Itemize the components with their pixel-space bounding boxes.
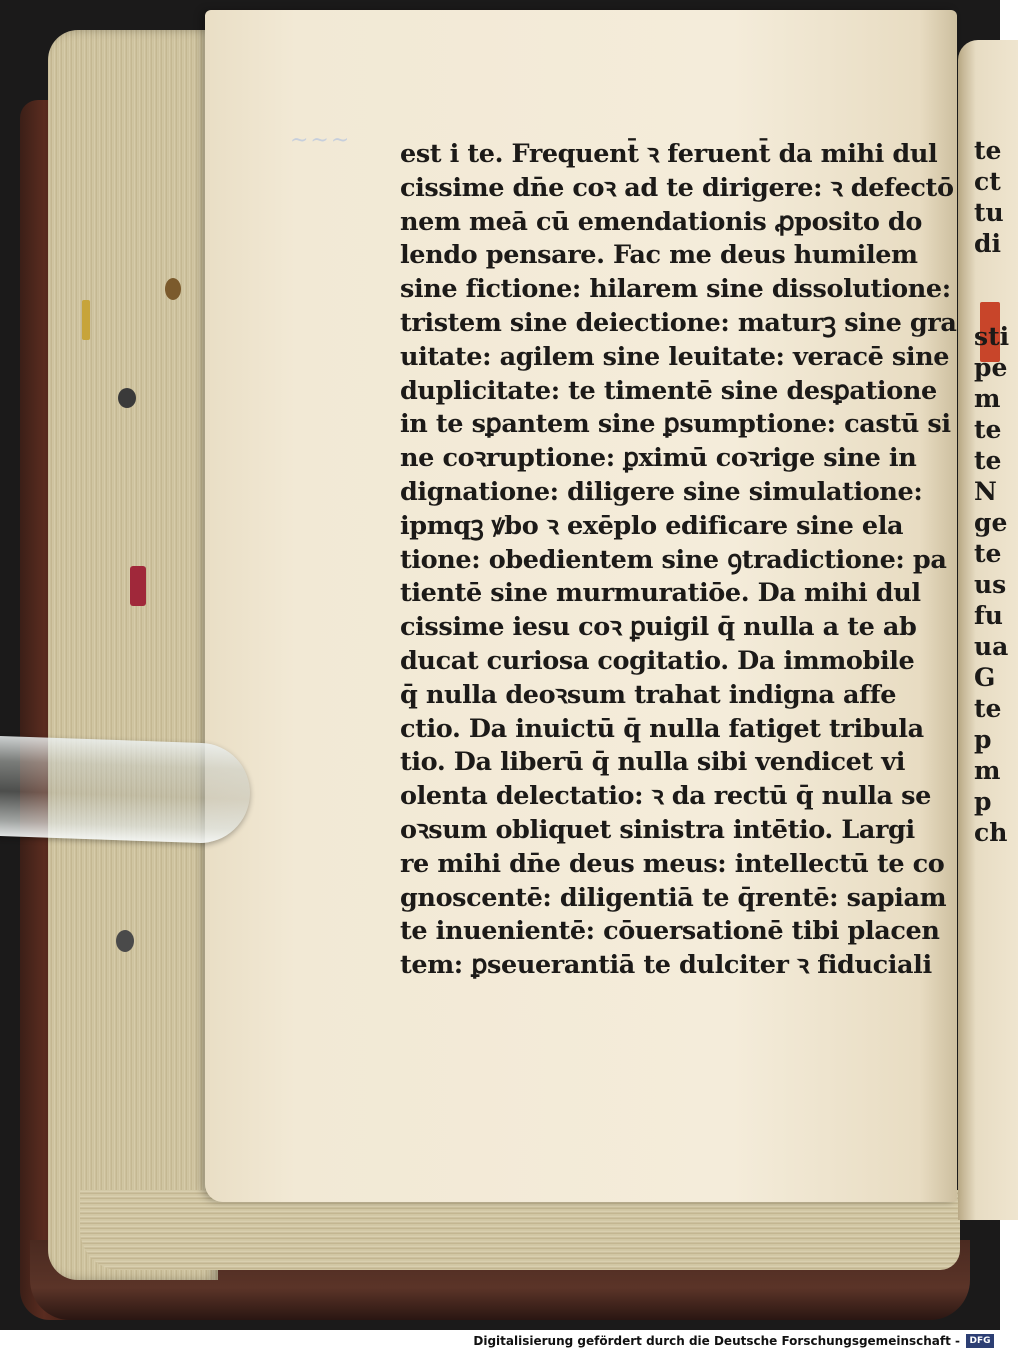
text-line: ne coꝛruptione: ꝑximū coꝛrige sine in xyxy=(400,443,917,474)
text-line: sine fictione: hilarem sine dissolutione: xyxy=(400,274,951,305)
right-text-fragment: te xyxy=(974,694,1002,723)
right-text-fragment: ge xyxy=(974,508,1008,537)
right-text-fragment: ua xyxy=(974,632,1009,661)
right-page-text xyxy=(974,135,1009,848)
footer-bar xyxy=(0,1330,1000,1354)
text-line: ducat curiosa cogitatio. Da immobile xyxy=(400,645,915,676)
page-tab-red xyxy=(130,566,146,606)
right-text-fragment: te xyxy=(974,446,1002,475)
right-text-fragment: N xyxy=(974,477,997,506)
right-text-fragment: m xyxy=(974,756,1001,785)
right-text-fragment xyxy=(974,290,1009,321)
right-text-fragment: sti xyxy=(974,322,1010,351)
page-tab-brown xyxy=(165,278,181,300)
text-line: tio. Da liberū q̄ nulla sibi vendicet vi xyxy=(400,747,905,778)
text-line: cissime iesu coꝛ ꝑuigil q̄ nulla a te ab xyxy=(400,612,917,643)
page-stack-bottom-edge xyxy=(80,1190,960,1270)
text-line: re mihi dn̄e deus meus: intellectū te co xyxy=(400,848,945,879)
right-text-fragment xyxy=(974,259,1009,290)
text-line: duplicitate: te timentē sine desꝑatione xyxy=(400,375,937,406)
text-line: dignatione: diligere sine simulatione: xyxy=(400,476,923,507)
text-line: uitate: agilem sine leuitate: veracē sine xyxy=(400,341,950,372)
right-text-fragment: pe xyxy=(974,353,1008,382)
glass-page-weight xyxy=(0,735,252,844)
text-line: olenta delectatio: ꝛ da rectū q̄ nulla se xyxy=(400,781,931,812)
right-text-fragment: us xyxy=(974,570,1007,599)
funding-credit: Digitalisierung gefördert durch die Deutsche Forschungsgemeinschaft - xyxy=(473,1334,960,1348)
text-line: ctio. Da inuictū q̄ nulla fatiget tribula xyxy=(400,713,924,744)
right-text-fragment: di xyxy=(974,229,1001,258)
page-tab-dark-1 xyxy=(118,388,136,408)
main-text-block xyxy=(400,138,957,983)
right-text-fragment: te xyxy=(974,415,1002,444)
text-line: lendo pensare. Fac me deus humilem xyxy=(400,240,918,271)
right-text-fragment: p xyxy=(974,787,992,816)
text-line: est i te. Frequent̄ ꝛ feruent̄ da mihi dul xyxy=(400,139,938,169)
text-line: ipmqꝫ ꝟbo ꝛ exēplo edificare sine ela xyxy=(400,510,904,541)
right-text-fragment: ct xyxy=(974,167,1001,196)
right-text-fragment: G xyxy=(974,663,996,692)
page-tab-dark-2 xyxy=(116,930,134,952)
right-text-fragment: fu xyxy=(974,601,1003,630)
text-line: nem meā cū emendationis ꝓposito do xyxy=(400,206,922,237)
text-line: tientē sine murmuratiōe. Da mihi dul xyxy=(400,578,921,609)
text-line: cissime dn̄e coꝛ ad te dirigere: ꝛ defectō xyxy=(400,172,954,203)
right-text-fragment: p xyxy=(974,725,992,754)
page-stack-fore-edge xyxy=(48,30,218,1280)
text-line: tristem sine deiectione: maturꝫ sine gra xyxy=(400,307,957,338)
text-line: oꝛsum obliquet sinistra intētio. Largi xyxy=(400,814,915,845)
right-page xyxy=(958,40,1018,1220)
text-line: te inuenientē: cōuersationē tibi placen xyxy=(400,916,940,947)
text-line: gnoscentē: diligentiā te q̄rentē: sapiam xyxy=(400,882,947,913)
right-text-fragment: ch xyxy=(974,818,1008,847)
text-line: tione: obedientem sine ꝯtradictione: pa xyxy=(400,544,947,575)
dfg-logo-icon: DFG xyxy=(966,1334,994,1348)
text-line: tem: ꝑseuerantiā te dulciter ꝛ fiduciali xyxy=(400,950,932,981)
page-tab-yellow xyxy=(82,300,90,340)
right-text-fragment: m xyxy=(974,384,1001,413)
faint-folio-mark: ~~~ xyxy=(290,128,352,153)
text-line: in te sꝑantem sine ꝑsumptione: castū si xyxy=(400,409,951,440)
right-text-fragment: te xyxy=(974,136,1002,165)
text-line: q̄ nulla deoꝛsum trahat indigna affe xyxy=(400,679,897,710)
right-text-fragment: tu xyxy=(974,198,1004,227)
right-text-fragment: te xyxy=(974,539,1002,568)
left-page xyxy=(205,10,957,1202)
